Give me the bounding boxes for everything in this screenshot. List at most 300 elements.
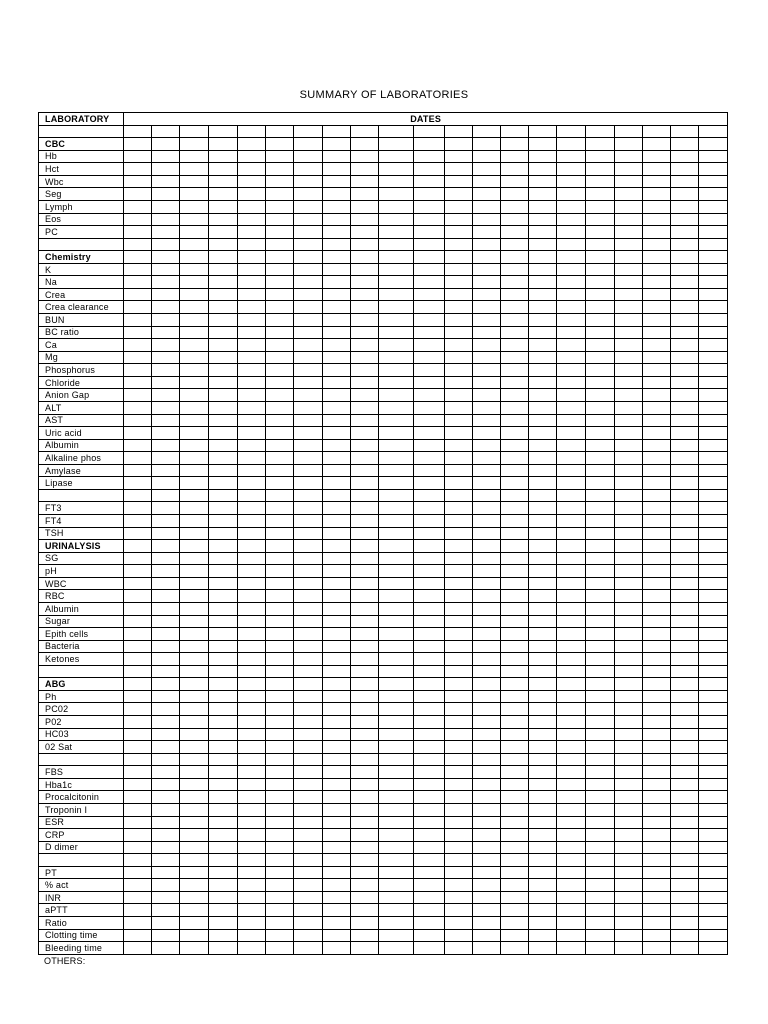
date-cell[interactable] xyxy=(209,891,237,904)
date-cell[interactable] xyxy=(414,615,445,628)
date-cell[interactable] xyxy=(445,125,473,138)
date-cell[interactable] xyxy=(209,741,237,754)
date-cell[interactable] xyxy=(124,879,152,892)
date-cell[interactable] xyxy=(350,640,378,653)
date-cell[interactable] xyxy=(124,866,152,879)
date-cell[interactable] xyxy=(293,452,322,465)
date-cell[interactable] xyxy=(445,263,473,276)
date-cell[interactable] xyxy=(265,741,293,754)
date-cell[interactable] xyxy=(670,917,698,930)
date-cell[interactable] xyxy=(237,188,265,201)
date-cell[interactable] xyxy=(378,351,413,364)
date-cell[interactable] xyxy=(614,753,642,766)
date-cell[interactable] xyxy=(642,188,670,201)
date-cell[interactable] xyxy=(350,728,378,741)
date-cell[interactable] xyxy=(414,678,445,691)
date-cell[interactable] xyxy=(322,615,350,628)
date-cell[interactable] xyxy=(237,527,265,540)
date-cell[interactable] xyxy=(322,150,350,163)
date-cell[interactable] xyxy=(445,477,473,490)
date-cell[interactable] xyxy=(698,716,727,729)
date-cell[interactable] xyxy=(180,552,209,565)
date-cell[interactable] xyxy=(237,439,265,452)
date-cell[interactable] xyxy=(698,615,727,628)
date-cell[interactable] xyxy=(414,364,445,377)
date-cell[interactable] xyxy=(414,188,445,201)
date-cell[interactable] xyxy=(322,929,350,942)
date-cell[interactable] xyxy=(473,301,501,314)
date-cell[interactable] xyxy=(557,326,585,339)
date-cell[interactable] xyxy=(350,716,378,729)
date-cell[interactable] xyxy=(698,414,727,427)
date-cell[interactable] xyxy=(670,351,698,364)
date-cell[interactable] xyxy=(529,942,557,955)
date-cell[interactable] xyxy=(642,477,670,490)
date-cell[interactable] xyxy=(293,816,322,829)
date-cell[interactable] xyxy=(557,301,585,314)
date-cell[interactable] xyxy=(265,703,293,716)
date-cell[interactable] xyxy=(642,427,670,440)
date-cell[interactable] xyxy=(670,188,698,201)
date-cell[interactable] xyxy=(529,288,557,301)
date-cell[interactable] xyxy=(414,703,445,716)
date-cell[interactable] xyxy=(529,489,557,502)
date-cell[interactable] xyxy=(529,904,557,917)
date-cell[interactable] xyxy=(180,138,209,151)
date-cell[interactable] xyxy=(293,615,322,628)
date-cell[interactable] xyxy=(124,615,152,628)
date-cell[interactable] xyxy=(152,753,180,766)
date-cell[interactable] xyxy=(501,552,529,565)
date-cell[interactable] xyxy=(293,527,322,540)
date-cell[interactable] xyxy=(501,213,529,226)
date-cell[interactable] xyxy=(237,653,265,666)
date-cell[interactable] xyxy=(614,527,642,540)
date-cell[interactable] xyxy=(322,288,350,301)
date-cell[interactable] xyxy=(293,276,322,289)
date-cell[interactable] xyxy=(614,326,642,339)
date-cell[interactable] xyxy=(529,665,557,678)
date-cell[interactable] xyxy=(642,816,670,829)
date-cell[interactable] xyxy=(152,389,180,402)
date-cell[interactable] xyxy=(378,879,413,892)
date-cell[interactable] xyxy=(445,628,473,641)
date-cell[interactable] xyxy=(670,263,698,276)
date-cell[interactable] xyxy=(124,590,152,603)
date-cell[interactable] xyxy=(698,364,727,377)
date-cell[interactable] xyxy=(698,427,727,440)
date-cell[interactable] xyxy=(642,301,670,314)
date-cell[interactable] xyxy=(322,540,350,553)
date-cell[interactable] xyxy=(414,841,445,854)
date-cell[interactable] xyxy=(124,150,152,163)
date-cell[interactable] xyxy=(237,251,265,264)
date-cell[interactable] xyxy=(670,778,698,791)
date-cell[interactable] xyxy=(237,615,265,628)
date-cell[interactable] xyxy=(378,690,413,703)
date-cell[interactable] xyxy=(293,565,322,578)
date-cell[interactable] xyxy=(322,376,350,389)
date-cell[interactable] xyxy=(698,816,727,829)
date-cell[interactable] xyxy=(378,251,413,264)
date-cell[interactable] xyxy=(670,527,698,540)
date-cell[interactable] xyxy=(152,326,180,339)
date-cell[interactable] xyxy=(698,741,727,754)
date-cell[interactable] xyxy=(237,741,265,754)
date-cell[interactable] xyxy=(322,401,350,414)
date-cell[interactable] xyxy=(557,778,585,791)
date-cell[interactable] xyxy=(265,640,293,653)
date-cell[interactable] xyxy=(585,125,614,138)
date-cell[interactable] xyxy=(670,414,698,427)
date-cell[interactable] xyxy=(265,351,293,364)
date-cell[interactable] xyxy=(501,590,529,603)
date-cell[interactable] xyxy=(698,226,727,239)
date-cell[interactable] xyxy=(670,452,698,465)
date-cell[interactable] xyxy=(473,540,501,553)
date-cell[interactable] xyxy=(209,251,237,264)
date-cell[interactable] xyxy=(124,565,152,578)
date-cell[interactable] xyxy=(445,640,473,653)
date-cell[interactable] xyxy=(293,125,322,138)
date-cell[interactable] xyxy=(152,942,180,955)
date-cell[interactable] xyxy=(501,452,529,465)
date-cell[interactable] xyxy=(414,427,445,440)
date-cell[interactable] xyxy=(322,917,350,930)
date-cell[interactable] xyxy=(698,401,727,414)
date-cell[interactable] xyxy=(445,464,473,477)
date-cell[interactable] xyxy=(322,891,350,904)
date-cell[interactable] xyxy=(322,628,350,641)
date-cell[interactable] xyxy=(585,439,614,452)
date-cell[interactable] xyxy=(237,891,265,904)
date-cell[interactable] xyxy=(614,175,642,188)
date-cell[interactable] xyxy=(378,716,413,729)
date-cell[interactable] xyxy=(414,439,445,452)
date-cell[interactable] xyxy=(529,917,557,930)
date-cell[interactable] xyxy=(473,125,501,138)
date-cell[interactable] xyxy=(473,150,501,163)
date-cell[interactable] xyxy=(501,665,529,678)
date-cell[interactable] xyxy=(265,401,293,414)
date-cell[interactable] xyxy=(642,728,670,741)
date-cell[interactable] xyxy=(698,125,727,138)
date-cell[interactable] xyxy=(670,502,698,515)
date-cell[interactable] xyxy=(670,125,698,138)
date-cell[interactable] xyxy=(445,879,473,892)
date-cell[interactable] xyxy=(670,163,698,176)
date-cell[interactable] xyxy=(209,552,237,565)
date-cell[interactable] xyxy=(209,163,237,176)
date-cell[interactable] xyxy=(670,891,698,904)
date-cell[interactable] xyxy=(473,728,501,741)
date-cell[interactable] xyxy=(414,452,445,465)
date-cell[interactable] xyxy=(152,301,180,314)
date-cell[interactable] xyxy=(322,942,350,955)
date-cell[interactable] xyxy=(265,854,293,867)
date-cell[interactable] xyxy=(614,364,642,377)
date-cell[interactable] xyxy=(350,829,378,842)
date-cell[interactable] xyxy=(529,427,557,440)
date-cell[interactable] xyxy=(445,314,473,327)
date-cell[interactable] xyxy=(350,791,378,804)
date-cell[interactable] xyxy=(529,238,557,251)
date-cell[interactable] xyxy=(209,929,237,942)
date-cell[interactable] xyxy=(322,577,350,590)
date-cell[interactable] xyxy=(209,904,237,917)
date-cell[interactable] xyxy=(501,540,529,553)
date-cell[interactable] xyxy=(642,489,670,502)
date-cell[interactable] xyxy=(152,226,180,239)
date-cell[interactable] xyxy=(445,690,473,703)
date-cell[interactable] xyxy=(414,263,445,276)
date-cell[interactable] xyxy=(322,226,350,239)
date-cell[interactable] xyxy=(293,326,322,339)
date-cell[interactable] xyxy=(152,427,180,440)
date-cell[interactable] xyxy=(585,376,614,389)
date-cell[interactable] xyxy=(414,917,445,930)
date-cell[interactable] xyxy=(209,238,237,251)
date-cell[interactable] xyxy=(614,816,642,829)
date-cell[interactable] xyxy=(124,527,152,540)
date-cell[interactable] xyxy=(501,200,529,213)
date-cell[interactable] xyxy=(180,213,209,226)
date-cell[interactable] xyxy=(293,150,322,163)
date-cell[interactable] xyxy=(237,163,265,176)
date-cell[interactable] xyxy=(293,590,322,603)
date-cell[interactable] xyxy=(293,728,322,741)
date-cell[interactable] xyxy=(350,389,378,402)
date-cell[interactable] xyxy=(180,288,209,301)
date-cell[interactable] xyxy=(557,163,585,176)
date-cell[interactable] xyxy=(350,766,378,779)
date-cell[interactable] xyxy=(293,200,322,213)
date-cell[interactable] xyxy=(378,401,413,414)
date-cell[interactable] xyxy=(237,753,265,766)
date-cell[interactable] xyxy=(124,138,152,151)
date-cell[interactable] xyxy=(124,238,152,251)
date-cell[interactable] xyxy=(265,841,293,854)
date-cell[interactable] xyxy=(209,213,237,226)
date-cell[interactable] xyxy=(209,590,237,603)
date-cell[interactable] xyxy=(237,314,265,327)
date-cell[interactable] xyxy=(698,477,727,490)
date-cell[interactable] xyxy=(322,803,350,816)
date-cell[interactable] xyxy=(293,879,322,892)
date-cell[interactable] xyxy=(152,690,180,703)
date-cell[interactable] xyxy=(445,364,473,377)
date-cell[interactable] xyxy=(642,364,670,377)
date-cell[interactable] xyxy=(585,778,614,791)
date-cell[interactable] xyxy=(209,527,237,540)
date-cell[interactable] xyxy=(614,477,642,490)
date-cell[interactable] xyxy=(322,502,350,515)
date-cell[interactable] xyxy=(529,477,557,490)
date-cell[interactable] xyxy=(322,703,350,716)
date-cell[interactable] xyxy=(473,527,501,540)
date-cell[interactable] xyxy=(445,414,473,427)
date-cell[interactable] xyxy=(124,628,152,641)
date-cell[interactable] xyxy=(350,540,378,553)
date-cell[interactable] xyxy=(501,615,529,628)
date-cell[interactable] xyxy=(209,728,237,741)
date-cell[interactable] xyxy=(557,640,585,653)
date-cell[interactable] xyxy=(414,138,445,151)
date-cell[interactable] xyxy=(501,904,529,917)
date-cell[interactable] xyxy=(180,238,209,251)
date-cell[interactable] xyxy=(414,288,445,301)
date-cell[interactable] xyxy=(698,552,727,565)
date-cell[interactable] xyxy=(293,464,322,477)
date-cell[interactable] xyxy=(378,188,413,201)
date-cell[interactable] xyxy=(265,917,293,930)
date-cell[interactable] xyxy=(265,238,293,251)
date-cell[interactable] xyxy=(124,163,152,176)
date-cell[interactable] xyxy=(414,791,445,804)
date-cell[interactable] xyxy=(501,816,529,829)
date-cell[interactable] xyxy=(473,401,501,414)
date-cell[interactable] xyxy=(614,766,642,779)
date-cell[interactable] xyxy=(180,150,209,163)
date-cell[interactable] xyxy=(473,138,501,151)
date-cell[interactable] xyxy=(698,376,727,389)
date-cell[interactable] xyxy=(445,251,473,264)
date-cell[interactable] xyxy=(152,590,180,603)
date-cell[interactable] xyxy=(698,891,727,904)
date-cell[interactable] xyxy=(180,904,209,917)
date-cell[interactable] xyxy=(557,577,585,590)
date-cell[interactable] xyxy=(152,515,180,528)
date-cell[interactable] xyxy=(378,552,413,565)
date-cell[interactable] xyxy=(670,439,698,452)
date-cell[interactable] xyxy=(124,389,152,402)
date-cell[interactable] xyxy=(378,427,413,440)
date-cell[interactable] xyxy=(180,326,209,339)
date-cell[interactable] xyxy=(180,678,209,691)
date-cell[interactable] xyxy=(698,753,727,766)
date-cell[interactable] xyxy=(670,364,698,377)
date-cell[interactable] xyxy=(180,439,209,452)
date-cell[interactable] xyxy=(322,665,350,678)
date-cell[interactable] xyxy=(350,200,378,213)
date-cell[interactable] xyxy=(529,414,557,427)
date-cell[interactable] xyxy=(414,552,445,565)
date-cell[interactable] xyxy=(698,577,727,590)
date-cell[interactable] xyxy=(614,678,642,691)
date-cell[interactable] xyxy=(209,816,237,829)
date-cell[interactable] xyxy=(237,339,265,352)
date-cell[interactable] xyxy=(152,703,180,716)
date-cell[interactable] xyxy=(293,690,322,703)
date-cell[interactable] xyxy=(698,314,727,327)
date-cell[interactable] xyxy=(614,452,642,465)
date-cell[interactable] xyxy=(473,326,501,339)
date-cell[interactable] xyxy=(209,477,237,490)
date-cell[interactable] xyxy=(293,389,322,402)
date-cell[interactable] xyxy=(698,439,727,452)
date-cell[interactable] xyxy=(350,590,378,603)
date-cell[interactable] xyxy=(414,728,445,741)
date-cell[interactable] xyxy=(585,464,614,477)
date-cell[interactable] xyxy=(557,866,585,879)
date-cell[interactable] xyxy=(293,703,322,716)
date-cell[interactable] xyxy=(265,288,293,301)
date-cell[interactable] xyxy=(180,829,209,842)
date-cell[interactable] xyxy=(293,263,322,276)
date-cell[interactable] xyxy=(124,188,152,201)
date-cell[interactable] xyxy=(614,829,642,842)
date-cell[interactable] xyxy=(237,288,265,301)
date-cell[interactable] xyxy=(124,540,152,553)
date-cell[interactable] xyxy=(180,590,209,603)
date-cell[interactable] xyxy=(473,552,501,565)
date-cell[interactable] xyxy=(698,929,727,942)
date-cell[interactable] xyxy=(557,401,585,414)
date-cell[interactable] xyxy=(209,175,237,188)
date-cell[interactable] xyxy=(265,376,293,389)
date-cell[interactable] xyxy=(378,389,413,402)
date-cell[interactable] xyxy=(293,904,322,917)
date-cell[interactable] xyxy=(614,427,642,440)
date-cell[interactable] xyxy=(445,238,473,251)
date-cell[interactable] xyxy=(585,728,614,741)
date-cell[interactable] xyxy=(585,803,614,816)
date-cell[interactable] xyxy=(585,452,614,465)
date-cell[interactable] xyxy=(237,150,265,163)
date-cell[interactable] xyxy=(501,527,529,540)
date-cell[interactable] xyxy=(209,540,237,553)
date-cell[interactable] xyxy=(152,640,180,653)
date-cell[interactable] xyxy=(642,150,670,163)
date-cell[interactable] xyxy=(642,389,670,402)
date-cell[interactable] xyxy=(124,125,152,138)
date-cell[interactable] xyxy=(698,276,727,289)
date-cell[interactable] xyxy=(557,540,585,553)
date-cell[interactable] xyxy=(293,891,322,904)
date-cell[interactable] xyxy=(152,728,180,741)
date-cell[interactable] xyxy=(529,653,557,666)
date-cell[interactable] xyxy=(237,577,265,590)
date-cell[interactable] xyxy=(501,251,529,264)
date-cell[interactable] xyxy=(293,339,322,352)
date-cell[interactable] xyxy=(501,401,529,414)
date-cell[interactable] xyxy=(180,389,209,402)
date-cell[interactable] xyxy=(378,917,413,930)
date-cell[interactable] xyxy=(152,364,180,377)
date-cell[interactable] xyxy=(501,326,529,339)
date-cell[interactable] xyxy=(473,602,501,615)
date-cell[interactable] xyxy=(585,527,614,540)
date-cell[interactable] xyxy=(501,138,529,151)
date-cell[interactable] xyxy=(501,464,529,477)
date-cell[interactable] xyxy=(350,577,378,590)
date-cell[interactable] xyxy=(642,766,670,779)
date-cell[interactable] xyxy=(350,615,378,628)
date-cell[interactable] xyxy=(209,125,237,138)
date-cell[interactable] xyxy=(378,452,413,465)
date-cell[interactable] xyxy=(614,188,642,201)
date-cell[interactable] xyxy=(265,728,293,741)
date-cell[interactable] xyxy=(209,427,237,440)
date-cell[interactable] xyxy=(152,276,180,289)
date-cell[interactable] xyxy=(209,942,237,955)
date-cell[interactable] xyxy=(529,854,557,867)
date-cell[interactable] xyxy=(265,942,293,955)
date-cell[interactable] xyxy=(124,515,152,528)
date-cell[interactable] xyxy=(293,477,322,490)
date-cell[interactable] xyxy=(642,376,670,389)
date-cell[interactable] xyxy=(698,301,727,314)
